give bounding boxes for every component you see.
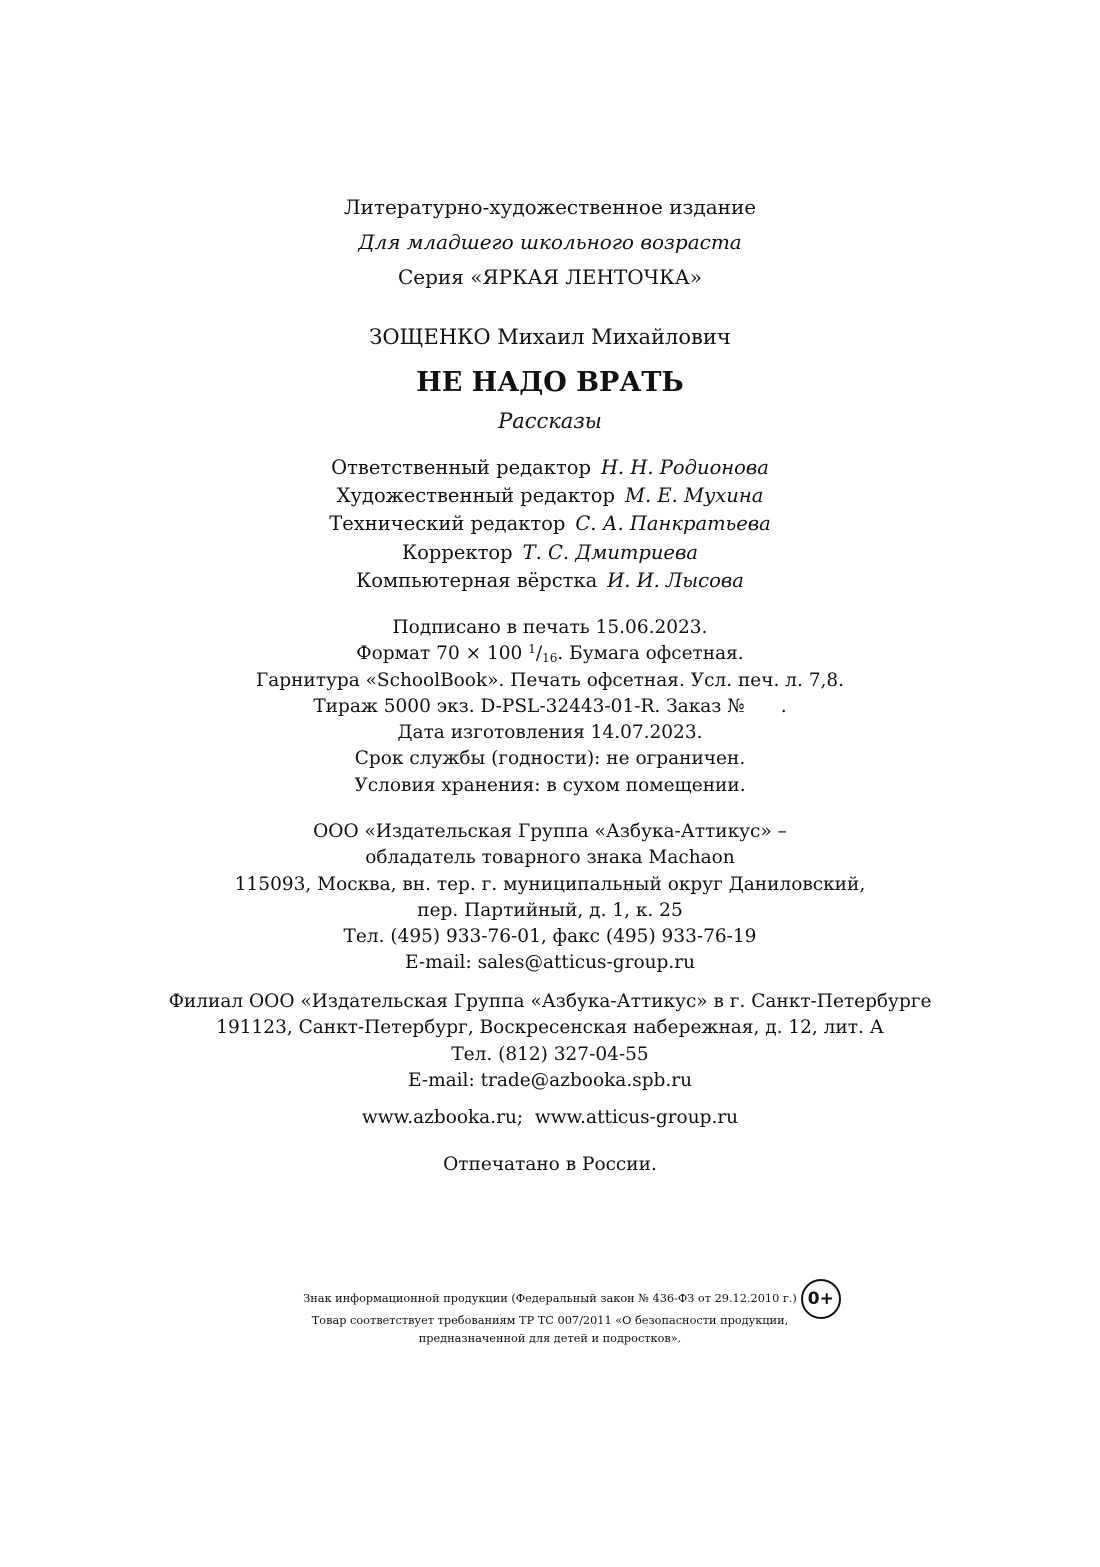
staff-role: Компьютерная вёрстка: [356, 568, 598, 592]
branch-line: Филиал ООО «Издательская Группа «Азбука-Аттикус» в г. Санкт-Петербурге: [168, 991, 932, 1012]
staff-role: Художественный редактор: [336, 484, 616, 508]
format-denominator: 16: [542, 651, 558, 666]
publisher-line: 115093, Москва, вн. тер. г. муниципальный округ Даниловский,: [234, 873, 866, 895]
staff-name: И. И. Лысова: [607, 568, 744, 592]
print-details: [0, 615, 1100, 799]
print-run-line: Тираж 5000 экз. D-PSL-32443-01-R. Заказ № .: [313, 695, 787, 717]
staff-row: [0, 567, 1100, 595]
shelf-life: Срок службы (годности): не ограничен.: [354, 748, 746, 770]
publisher-line: обладатель товарного знака Machaon: [365, 847, 735, 869]
branch-email: E-mail: trade@azbooka.spb.ru: [407, 1069, 693, 1091]
publisher-email: E-mail: sales@atticus-group.ru: [404, 952, 696, 974]
format-numerator: 1: [528, 642, 536, 657]
book-title: НЕ НАДО ВРАТЬ: [416, 367, 684, 398]
info-sign-line: Знак информационной продукции (Федеральный закон № 436-ФЗ от 29.12.2010 г.) 0+: [303, 1290, 797, 1308]
edition-header: [0, 190, 1100, 295]
staff-list: [0, 454, 1100, 595]
branch-line: 191123, Санкт-Петербург, Воскресенская набережная, д. 12, лит. А: [216, 1017, 884, 1039]
book-genre: Рассказы: [498, 409, 602, 433]
staff-row: [0, 454, 1100, 482]
branch-line: Тел. (812) 327-04-55: [451, 1043, 649, 1065]
staff-row: [0, 482, 1100, 510]
series-name: Серия «ЯРКАЯ ЛЕНТОЧКА»: [397, 265, 702, 289]
compliance-line: предназначенной для детей и подростков».: [418, 1332, 682, 1345]
publisher-info: [0, 819, 1100, 977]
publisher-line: пер. Партийный, д. 1, к. 25: [417, 899, 683, 921]
manufacture-date: Дата изготовления 14.07.2023.: [397, 722, 703, 744]
staff-role: Ответственный редактор: [331, 456, 591, 479]
age-rating-badge: 0+: [801, 1279, 841, 1319]
format-line: Формат 70 × 100 $^1/_{16}$. Бумага офсетная.: [356, 642, 744, 666]
branch-info: [0, 989, 1100, 1094]
compliance-line: Товар соответствует требованиям ТР ТС 007/2011 «О безопасности продукции,: [311, 1314, 789, 1327]
staff-name: М. Е. Мухина: [625, 484, 764, 508]
publisher-line: ООО «Издательская Группа «Азбука-Аттикус» –: [313, 821, 787, 842]
legal-notice: [0, 1290, 1100, 1348]
storage-conditions: Условия хранения: в сухом помещении.: [354, 774, 746, 796]
staff-row: [0, 539, 1100, 567]
staff-name: С. А. Панкратьева: [575, 512, 771, 536]
typeface-line: Гарнитура «SchoolBook». Печать офсетная. Усл. печ. л. 7,8.: [255, 669, 845, 691]
format-slash: /: [535, 643, 543, 665]
publisher-line: Тел. (495) 933-76-01, факс (495) 933-76-19: [343, 926, 757, 948]
staff-row: [0, 510, 1100, 538]
edition-type: Литературно-художественное издание: [343, 195, 757, 219]
printed-in: Отпечатано в России.: [443, 1154, 657, 1175]
signed-to-print: Подписано в печать 15.06.2023.: [392, 617, 708, 638]
websites: www.azbooka.ru; www.atticus-group.ru: [361, 1107, 739, 1128]
staff-role: Технический редактор: [329, 512, 566, 536]
staff-name: Т. С. Дмитриева: [522, 540, 698, 564]
staff-name: Н. Н. Родионова: [600, 456, 769, 479]
staff-role: Корректор: [402, 540, 513, 564]
author-name: ЗОЩЕНКО Михаил Михайлович: [369, 325, 731, 349]
age-group: Для младшего школьного возраста: [358, 230, 742, 254]
